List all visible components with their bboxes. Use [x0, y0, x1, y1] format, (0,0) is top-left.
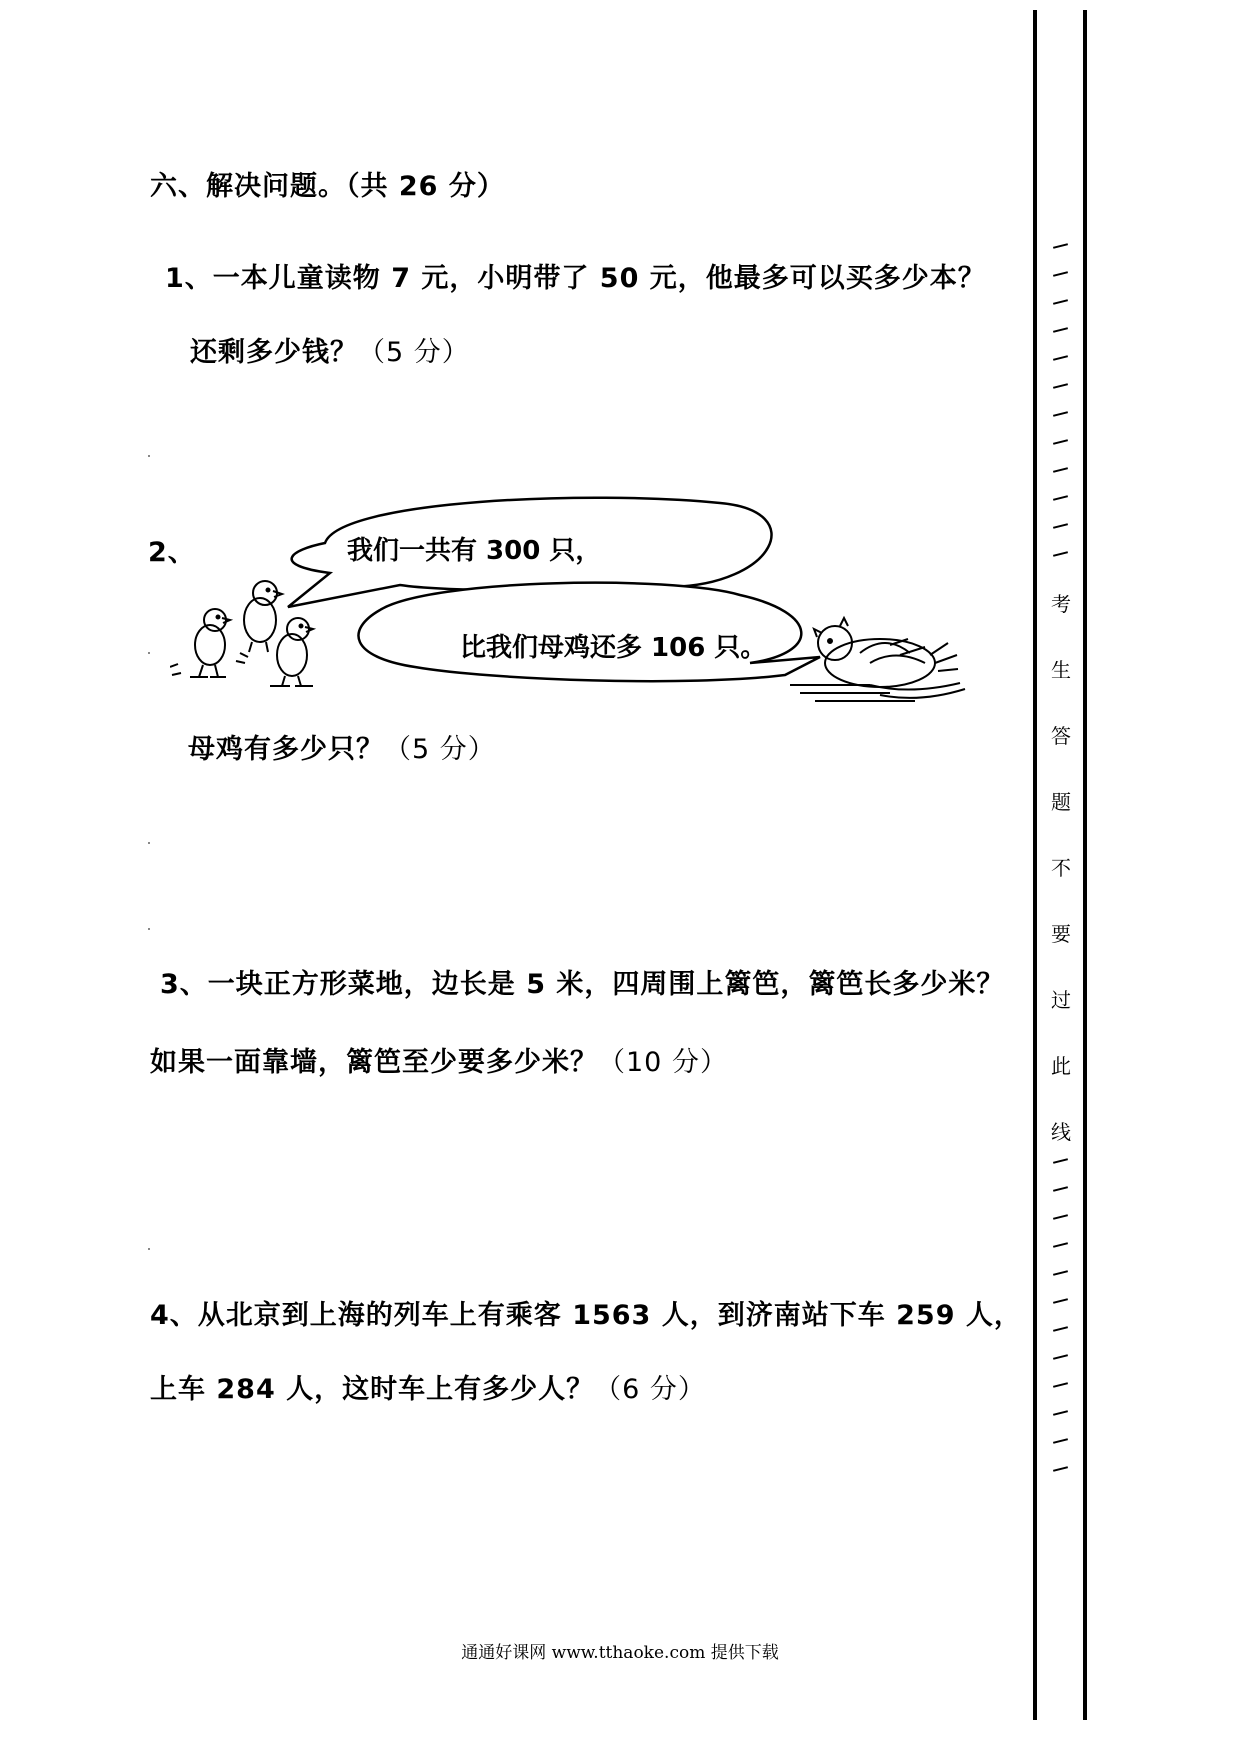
side-notice-char: 线 [1051, 1120, 1071, 1144]
chicks-icon [170, 581, 313, 686]
binding-line-inner [1033, 10, 1037, 1720]
question-3-score: （10 分） [598, 1047, 728, 1078]
question-4-text-1: 从北京到上海的列车上有乘客 1563 人，到济南站下车 259 人， [197, 1300, 1022, 1331]
question-3-line-2 [150, 1040, 728, 1079]
question-2-text-1: 母鸡有多少只？ [188, 734, 384, 765]
side-notice-char: 要 [1051, 922, 1071, 946]
question-3-text-2: 如果一面靠墙，篱笆至少要多少米？ [150, 1047, 598, 1078]
question-1-text-2: 还剩多少钱？ [190, 337, 358, 368]
question-4-score: （6 分） [594, 1374, 706, 1405]
question-1-number: 1、 [165, 263, 213, 294]
question-4-text-2: 上车 284 人，这时车上有多少人？ [150, 1374, 595, 1405]
question-3-number: 3、 [160, 969, 208, 1000]
question-4-line-1 [150, 1293, 1022, 1332]
question-2-number: 2、 [148, 537, 196, 568]
scan-mark [148, 455, 150, 457]
side-notice-char: 此 [1051, 1054, 1071, 1078]
side-notice-char: 过 [1051, 988, 1071, 1012]
scan-mark [148, 842, 150, 844]
question-2-score: （5 分） [384, 734, 496, 765]
side-notice-char: 生 [1051, 658, 1071, 682]
scan-mark [148, 1248, 150, 1250]
question-3-line-1 [160, 962, 1004, 1001]
question-1-line-2 [190, 330, 470, 369]
question-1-score: （5 分） [358, 337, 470, 368]
scan-mark [148, 928, 150, 930]
side-notice-char: 考 [1051, 592, 1071, 616]
question-2-line-1 [188, 727, 496, 766]
side-notice-char: 不 [1051, 856, 1071, 880]
question-4-number: 4、 [150, 1300, 198, 1331]
scan-mark [148, 652, 150, 654]
question-1-text-1: 一本儿童读物 7 元，小明带了 50 元，他最多可以买多少本？ [212, 263, 986, 294]
question-1-line-1 [165, 256, 986, 295]
hen-bubble-text: 比我们母鸡还多 106 只。 [460, 633, 767, 663]
question-4-line-2 [150, 1367, 706, 1406]
section-heading: 六、解决问题。（共 26 分） [150, 171, 505, 202]
side-notice-char: 答 [1051, 724, 1071, 748]
chicks-bubble-text: 我们一共有 300 只， [347, 536, 602, 566]
binding-line-outer [1083, 10, 1087, 1720]
side-notice-char: 题 [1051, 790, 1071, 814]
question-3-text-1: 一块正方形菜地，边长是 5 米，四周围上篱笆，篱笆长多少米？ [207, 969, 1005, 1000]
page-footer: 通通好课网 www.tthaoke.com 提供下载 [461, 1643, 779, 1663]
question-2-illustration [170, 495, 990, 720]
